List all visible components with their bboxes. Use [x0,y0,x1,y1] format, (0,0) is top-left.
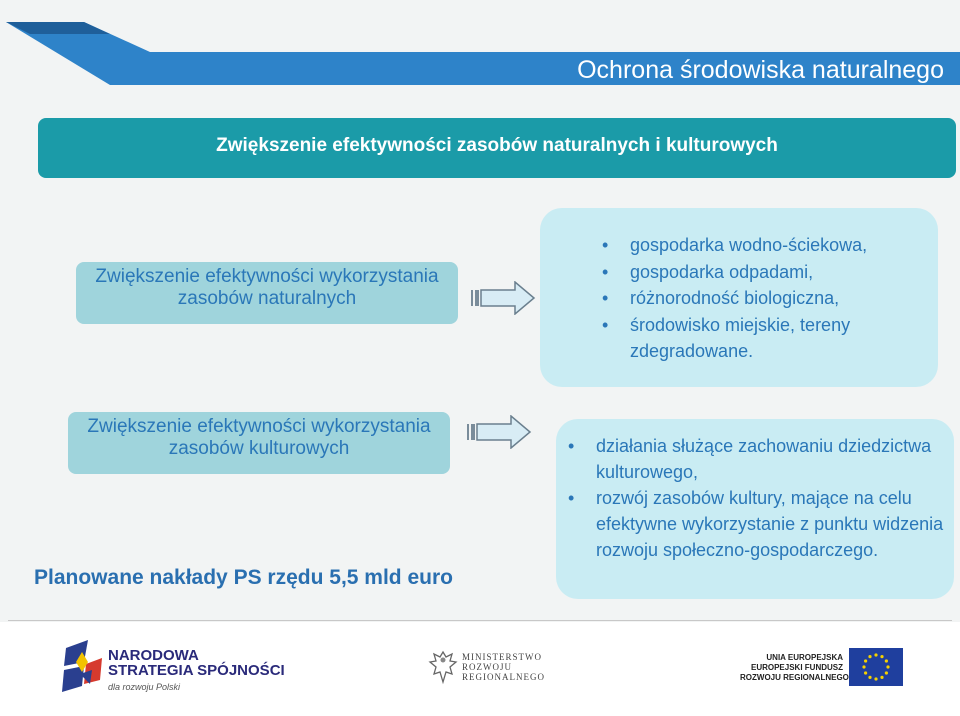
eu-star-icon [862,665,865,668]
right-arrow-icon [466,415,532,449]
goal-natural-resources [76,262,458,324]
eu-star-icon [868,655,871,658]
ministry-line1: MINISTERSTWO [462,652,542,662]
eu-star-icon [880,655,883,658]
planned-expenditure: Planowane nakłady PS rzędu 5,5 mld euro [34,566,453,589]
cultural-action-item: • działania służące zachowaniu dziedzictwa kulturowego, [596,433,946,485]
footer [0,622,960,716]
banner-text: Zwiększenie efektywności zasobów naturalnych i kulturowych [216,135,778,156]
nss-logo-text [108,648,285,678]
eu-logo-text [740,653,849,683]
natural-action-item: • gospodarka wodno-ściekowa, [630,232,870,259]
goal-natural-line2: zasobów naturalnych [177,288,357,309]
cultural-actions-box [556,419,954,599]
natural-action-item: • gospodarka odpadami, [630,259,870,286]
ministry-logo-text [462,652,545,682]
footer-divider [8,620,952,621]
natural-action-item: • różnorodność biologiczna, [630,285,870,312]
right-arrow-icon [470,281,536,315]
eu-star-icon [874,653,877,656]
eu-star-icon [874,677,877,680]
eu-flag-icon [849,648,903,686]
nss-line1: NARODOWA [108,647,199,664]
cultural-actions-list [596,433,946,563]
eu-line1: UNIA EUROPEJSKA [766,653,843,662]
eu-line3: ROZWOJU REGIONALNEGO [740,673,849,682]
eu-star-icon [885,671,888,674]
eu-star-icon [885,659,888,662]
cultural-action-item: • rozwój zasobów kultury, mające na celu efektywne wykorzystanie z punktu widzenia rozwoju społeczno-gospodarczego. [596,485,946,563]
natural-actions-list [630,232,870,365]
objective-banner [38,118,956,178]
polish-eagle-icon [428,648,458,686]
eu-star-icon [864,659,867,662]
natural-action-item: • środowisko miejskie, tereny zdegradowane. [630,312,870,365]
nss-line2: STRATEGIA SPÓJNOŚCI [108,662,285,679]
goal-cultural-resources [68,412,450,474]
goal-cultural-line1: Zwiększenie efektywności wykorzystania [87,416,431,437]
eu-line2: EUROPEJSKI FUNDUSZ [750,663,843,672]
goal-cultural-line2: zasobów kulturowych [168,438,350,459]
natural-actions-box [540,208,938,387]
eu-star-icon [868,676,871,679]
eu-star-icon [880,676,883,679]
title-wedge-decoration [0,22,150,86]
eu-star-icon [886,665,889,668]
goal-natural-line1: Zwiększenie efektywności wykorzystania [95,266,439,287]
title-bar [110,52,960,85]
nss-subtitle: dla rozwoju Polski [108,682,181,692]
ministry-line2: ROZWOJU [462,662,512,672]
ministry-line3: REGIONALNEGO [462,672,545,682]
slide-title: Ochrona środowiska naturalnego [577,56,944,84]
eu-star-icon [864,671,867,674]
nss-logo-icon [62,640,104,698]
